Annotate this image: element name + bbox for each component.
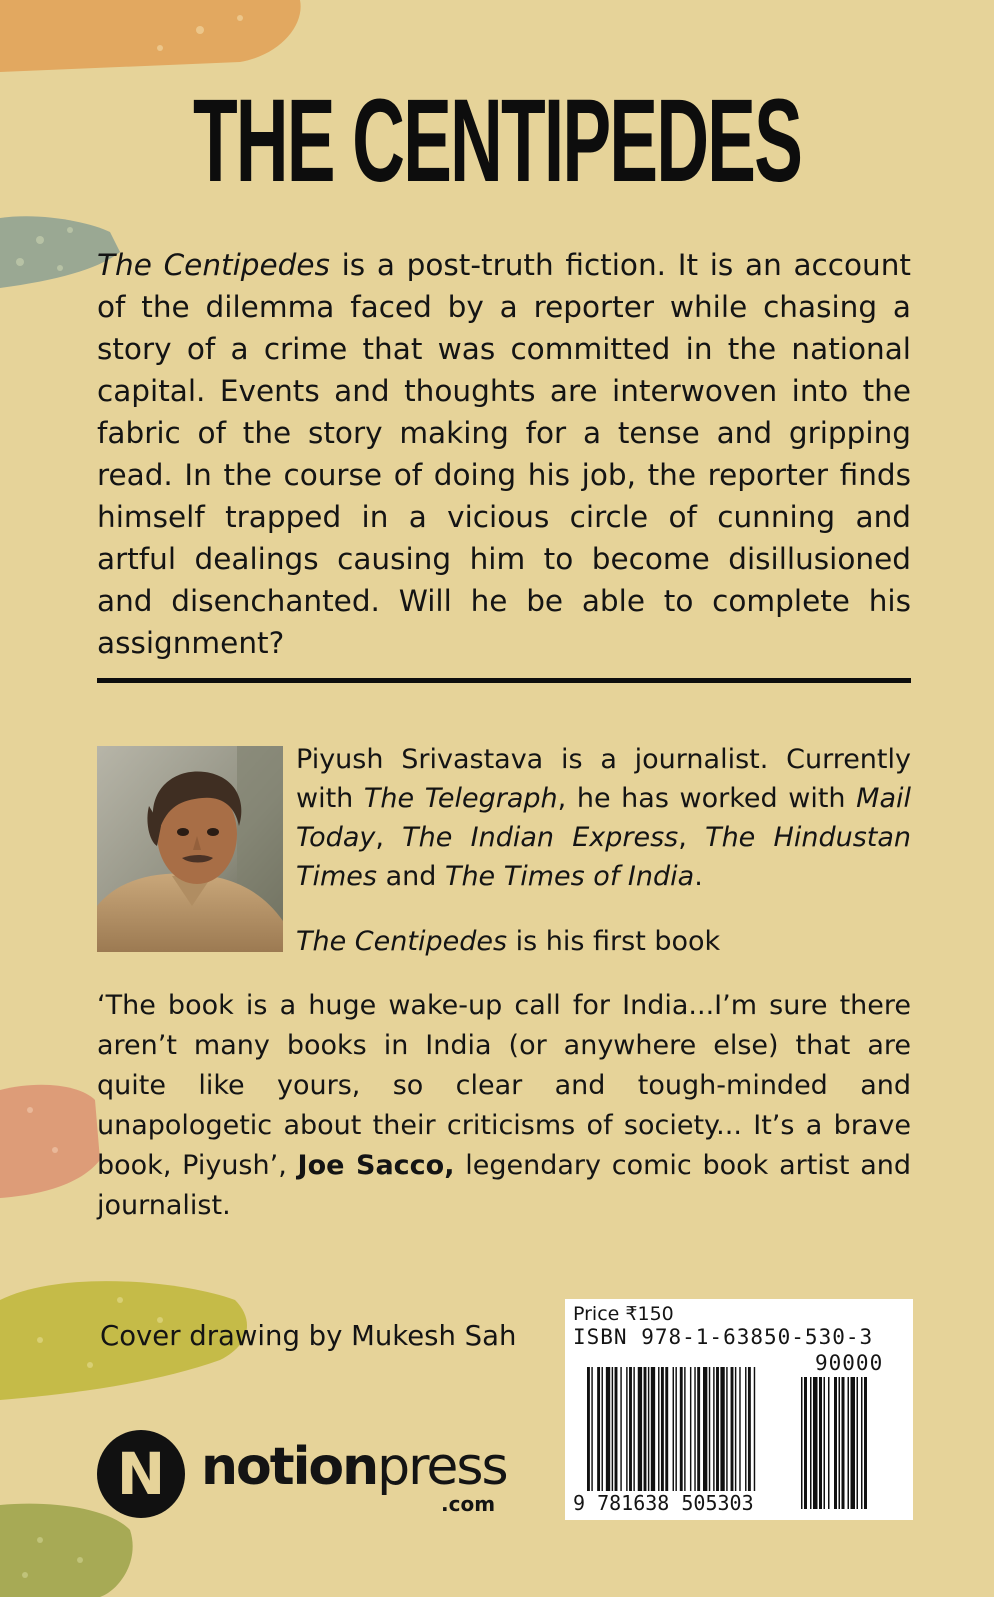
- book-blurb: [97, 244, 911, 664]
- bio-separator: ,: [678, 822, 706, 853]
- publisher-logo: [97, 1428, 517, 1528]
- quote-text: ‘The book is a huge wake-up call for India...I’m sure there aren’t many books in India (or anywhere else) that are quite like yours, so clear and tough-minded and unapologetic about their criticisms of society... It’s a brave book, Piyush’,: [97, 990, 911, 1181]
- bio-publication: The Indian Express: [402, 822, 679, 853]
- orange-brush-stroke: [0, 0, 301, 72]
- first-book-note: [296, 922, 911, 961]
- bio-text: , he has worked with: [557, 783, 857, 814]
- bio-intro: Piyush Srivastava is a journalist. Currently with: [296, 744, 911, 814]
- salmon-brush-stroke: [0, 1085, 100, 1198]
- quote-author: Joe Sacco,: [297, 1150, 455, 1181]
- endorsement-quote: [97, 986, 911, 1226]
- bio-separator: ,: [375, 822, 403, 853]
- section-divider: [97, 678, 911, 683]
- book-title: THE CENTIPEDES: [192, 75, 802, 207]
- isbn-label: ISBN 978-1-63850-530-3: [573, 1325, 874, 1349]
- publisher-domain: .com: [441, 1492, 496, 1516]
- bio-publication: The Times of India: [444, 861, 695, 892]
- quote-attribution: legendary comic book artist and journalist.: [97, 1150, 911, 1221]
- bio-publication: The Hindustan Times: [296, 822, 912, 892]
- barcode-ean-digits: 9 781638 505303: [573, 1491, 754, 1515]
- publisher-name-light: press: [377, 1437, 507, 1497]
- cover-credit: Cover drawing by Mukesh Sah: [100, 1320, 517, 1352]
- isbn-barcode-box: [565, 1299, 913, 1520]
- publisher-mark-icon: N: [97, 1430, 185, 1518]
- bio-text: .: [694, 861, 703, 892]
- first-book-title: The Centipedes: [296, 926, 508, 957]
- blurb-book-title: The Centipedes: [97, 248, 330, 282]
- publisher-name-bold: notion: [201, 1437, 378, 1497]
- author-bio: [296, 740, 911, 896]
- bio-publication: The Telegraph: [363, 783, 558, 814]
- author-photo: [97, 746, 283, 952]
- bio-text: and: [376, 861, 445, 892]
- price-label: Price ₹150: [573, 1303, 674, 1325]
- first-book-text: is his first book: [507, 926, 721, 957]
- bio-publication: Mail Today: [296, 783, 911, 853]
- blurb-text: is a post-truth fiction. It is an account of the dilemma faced by a reporter while chasing a story of a crime that was committed in the national capital. Events and thoughts are interwoven into the fabric of the story making for a tense and gripping read. In the course of doing his job, the reporter finds himself trapped in a vicious circle of cunning and artful dealings causing him to become disillusioned and disenchanted. Will he be able to complete his assignment?: [97, 248, 911, 660]
- barcode-addon-digits: 90000: [815, 1351, 884, 1375]
